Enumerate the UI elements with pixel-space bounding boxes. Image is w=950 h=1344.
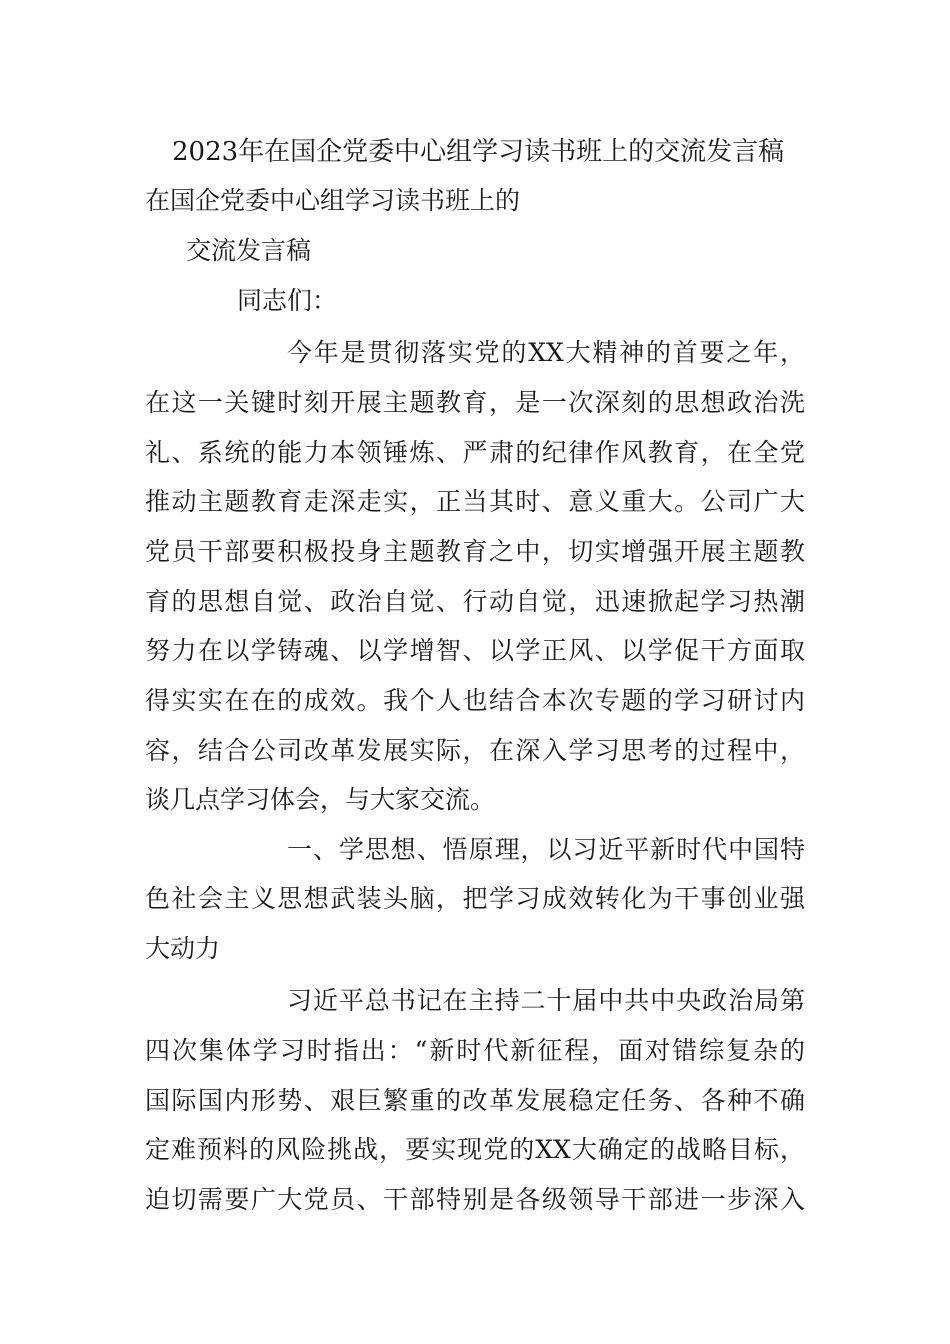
paragraph-2-line-1: 习近平总书记在主持二十届中共中央政治局第 bbox=[287, 986, 805, 1015]
paragraph-1-line-4: 推动主题教育走深走实，正当其时、意义重大。公司广大 bbox=[145, 487, 805, 516]
paragraph-2-line-2: 四次集体学习时指出：“新时代新征程，面对错综复杂的 bbox=[145, 1036, 805, 1065]
paragraph-1-line-9: 容，结合公司改革发展实际，在深入学习思考的过程中， bbox=[145, 736, 805, 765]
heading-1-line-3: 大动力 bbox=[145, 934, 221, 963]
paragraph-1-line-1: 今年是贯彻落实党的XX大精神的首要之年， bbox=[287, 338, 805, 367]
paragraph-1-line-3: 礼、系统的能力本领锤炼、严肃的纪律作风教育，在全党 bbox=[145, 438, 805, 467]
paragraph-1-line-10: 谈几点学习体会，与大家交流。 bbox=[145, 785, 496, 814]
heading-1-line-2: 色社会主义思想武装头脑，把学习成效转化为干事创业强 bbox=[145, 884, 805, 913]
salutation: 同志们： bbox=[237, 286, 338, 315]
paragraph-2-line-3: 国际国内形势、艰巨繁重的改革发展稳定任务、各种不确 bbox=[145, 1086, 805, 1115]
paragraph-1-line-5: 党员干部要积极投身主题教育之中，切实增强开展主题教 bbox=[145, 537, 805, 566]
subtitle-line-1: 在国企党委中心组学习读书班上的 bbox=[145, 186, 521, 215]
paragraph-2-line-4: 定难预料的风险挑战，要实现党的XX大确定的战略目标， bbox=[145, 1135, 805, 1164]
paragraph-1-line-6: 育的思想自觉、政治自觉、行动自觉，迅速掀起学习热潮 bbox=[145, 587, 805, 616]
paragraph-1-line-7: 努力在以学铸魂、以学增智、以学正风、以学促干方面取 bbox=[145, 636, 805, 665]
heading-1-line-1: 一、学思想、悟原理，以习近平新时代中国特 bbox=[287, 835, 805, 864]
subtitle-line-2: 交流发言稿 bbox=[186, 236, 312, 265]
paragraph-1-line-8: 得实实在在的成效。我个人也结合本次专题的学习研讨内 bbox=[145, 686, 805, 715]
paragraph-2-line-5: 迫切需要广大党员、干部特别是各级领导干部进一步深入 bbox=[145, 1185, 805, 1214]
paragraph-1-line-2: 在这一关键时刻开展主题教育，是一次深刻的思想政治洗 bbox=[145, 388, 805, 417]
document-title: 2023年在国企党委中心组学习读书班上的交流发言稿 bbox=[172, 137, 785, 167]
